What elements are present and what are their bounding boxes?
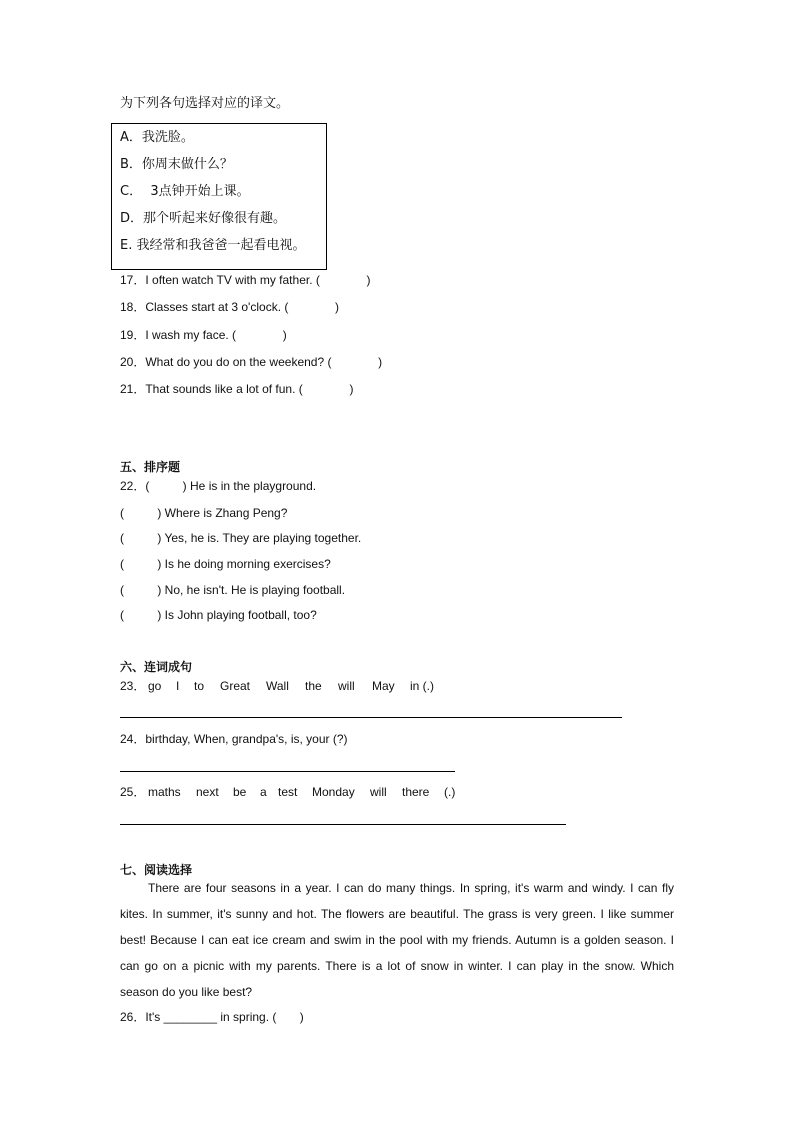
answer-line-24 xyxy=(120,771,455,772)
instruction: 为下列各句选择对应的译文。 xyxy=(120,96,290,111)
word: the xyxy=(305,679,322,693)
section-5-heading: 五、排序题 xyxy=(120,460,181,474)
question-number: 23． xyxy=(120,679,146,693)
order-item: ( ) Is he doing morning exercises? xyxy=(120,557,331,571)
word: in (.) xyxy=(410,679,434,693)
question-17: 17．I often watch TV with my father. ( ) xyxy=(120,273,371,287)
question-25 xyxy=(120,784,456,800)
word: a xyxy=(260,785,267,799)
word: will xyxy=(338,679,355,693)
order-item: ( ) Where is Zhang Peng? xyxy=(120,506,288,520)
passage-text: There are four seasons in a year. I can do many things. In spring, it's warm and windy. I can fly kites. In summer, it's sunny and hot. The flowers are beautiful. The grass is very green. I like summer best! Because I can eat ice cream and swim in the pool with my friends. Autumn is a golden season. I can go on a picnic with my parents. There is a lot of snow in winter. I can play in the snow. Which season do you like best? xyxy=(120,881,674,999)
option-a: A．我洗脸。 xyxy=(120,130,194,145)
answer-line-23 xyxy=(120,717,622,718)
question-24: 24．birthday, When, grandpa's, is, your (?) xyxy=(120,732,348,746)
word: test xyxy=(278,785,298,799)
word: maths xyxy=(148,785,181,799)
option-c: C． 3点钟开始上课。 xyxy=(120,184,250,199)
question-21: 21．That sounds like a lot of fun. ( ) xyxy=(120,382,354,396)
word: go xyxy=(148,679,162,693)
section-6-heading: 六、连词成句 xyxy=(120,660,193,674)
answer-line-25 xyxy=(120,824,566,825)
question-number: 25． xyxy=(120,785,146,799)
word: there xyxy=(402,785,430,799)
word: to xyxy=(194,679,205,693)
question-23 xyxy=(120,678,434,694)
word: Wall xyxy=(266,679,289,693)
question-20: 20．What do you do on the weekend? ( ) xyxy=(120,355,383,369)
word: be xyxy=(233,785,247,799)
question-19: 19．I wash my face. ( ) xyxy=(120,328,287,342)
order-item-22: 22．( ) He is in the playground. xyxy=(120,479,317,493)
option-b: B．你周末做什么？ xyxy=(120,157,233,172)
word: I xyxy=(176,679,180,693)
order-item: ( ) Is John playing football, too? xyxy=(120,608,317,622)
question-26: 26．It's ________ in spring. ( ) xyxy=(120,1010,304,1024)
reading-passage xyxy=(120,875,674,1005)
word: May xyxy=(372,679,395,693)
word: will xyxy=(370,785,387,799)
section-7-heading: 七、阅读选择 xyxy=(120,863,193,877)
option-d: D．那个听起来好像很有趣。 xyxy=(120,211,287,226)
order-item: ( ) No, he isn't. He is playing football. xyxy=(120,583,346,597)
question-18: 18．Classes start at 3 o'clock. ( ) xyxy=(120,300,340,314)
word: Great xyxy=(220,679,251,693)
word: next xyxy=(196,785,219,799)
word: Monday xyxy=(312,785,355,799)
word: (.) xyxy=(444,785,456,799)
order-item: ( ) Yes, he is. They are playing together. xyxy=(120,531,362,545)
option-e: E. 我经常和我爸爸一起看电视。 xyxy=(120,238,306,253)
